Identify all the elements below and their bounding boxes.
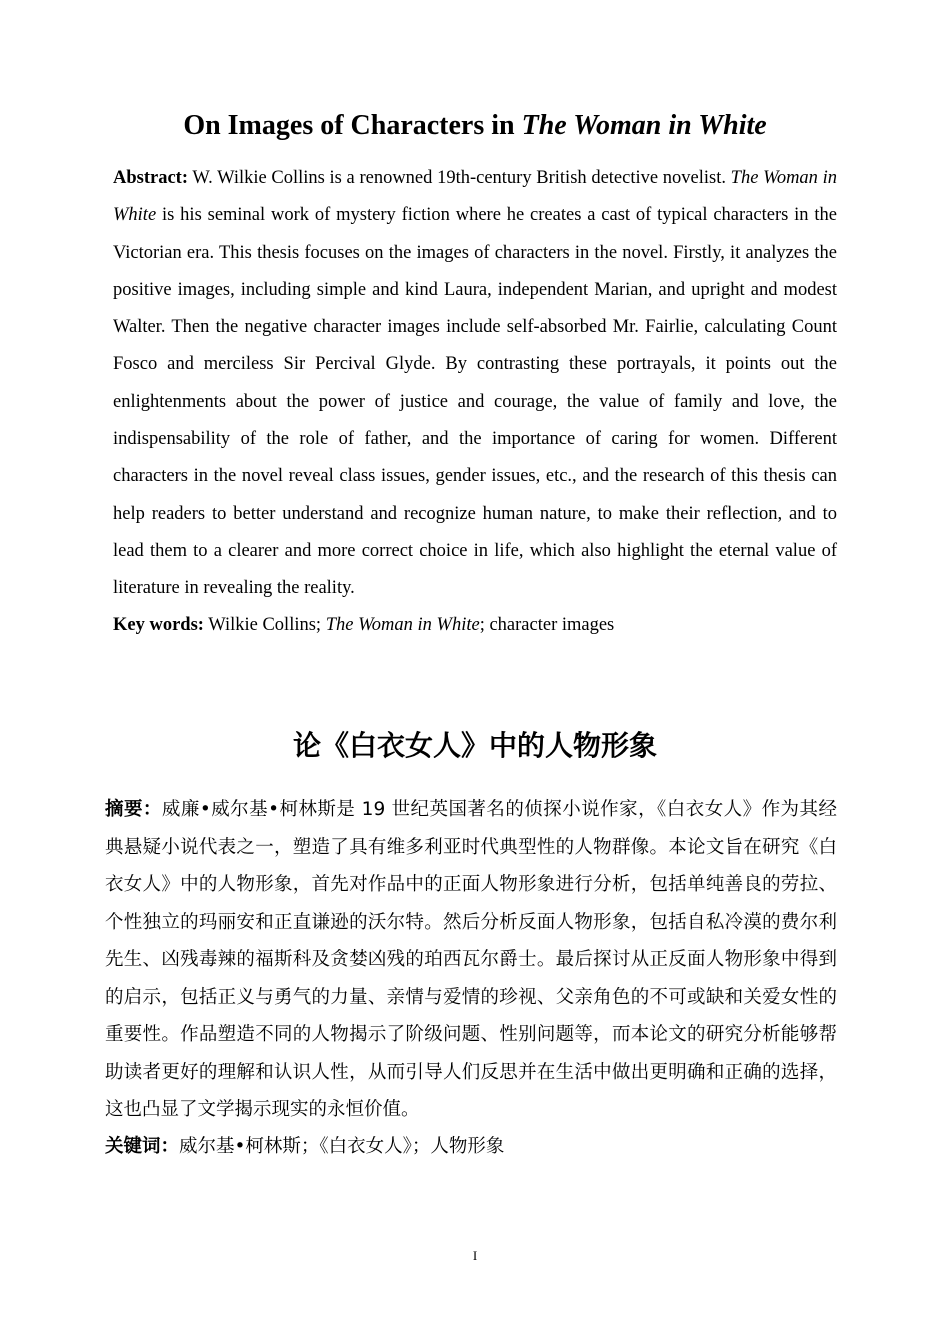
english-abstract [113,160,837,608]
chinese-abstract-paragraph [105,791,837,1129]
english-abstract-text-1: W. Wilkie Collins is a renowned 19th-century British detective novelist. [188,168,731,188]
english-abstract-book-title: The Woman in White [113,168,837,226]
english-abstract-text-2: is his seminal work of mystery fiction where he creates a cast of typical characters in the Victorian era. This thesis focuses on the images of characters in the novel. Firstly, it analyzes the positive images, including simple and kind Laura, independent Marian, and upright and modest Walter. Then the negative character images include self-absorbed Mr. Fairlie, calculating Count Fosco and merciless Sir Percival Glyde. By contrasting these portrayals, it points out the enlightenments about the power of justice and courage, the value of family and love, the indispensability of the role of father, and the importance of caring for women. Different characters in the novel reveal class issues, gender issues, etc., and the research of this thesis can help readers to better understand and recognize human nature, to make their reflection, and to lead them to a clearer and more correct choice in life, which also highlight the eternal value of literature in revealing the reality. [113,205,837,599]
english-abstract-label: Abstract: [113,168,189,188]
page-number: I [472,1248,478,1263]
english-keywords-label: Key words: [113,615,204,635]
english-abstract-paragraph [113,160,837,608]
chinese-abstract-text: 威廉•威尔基•柯林斯是 19 世纪英国著名的侦探小说作家，《白衣女人》作为其经典悬疑小说代表之一，塑造了具有维多利亚时代典型性的人物群像。本论文旨在研究《白衣女人》中的人物形象，首先对作品中的正面人物形象进行分析，包括单纯善良的劳拉、个性独立的玛丽安和正直谦逊的沃尔特。然后分析反面人物形象，包括自私冷漠的费尔利先生、凶残毒辣的福斯科及贪婪凶残的珀西瓦尔爵士。最后探讨从正反面人物形象中得到的启示，包括正义与勇气的力量、亲情与爱情的珍视、父亲角色的不可或缺和关爱女性的重要性。作品塑造不同的人物揭示了阶级问题、性别问题等，而本论文的研究分析能够帮助读者更好的理解和认识人性，从而引导人们反思并在生活中做出更明确和正确的选择，这也凸显了文学揭示现实的永恒价值。 [105,799,837,1120]
english-title-prefix: On Images of Characters in [183,110,522,141]
english-title [0,106,950,146]
english-keywords-text-1: Wilkie Collins; [203,615,326,635]
chinese-abstract [105,791,837,1129]
english-keywords-book-title: The Woman in White [325,615,480,635]
chinese-title: 论《白衣女人》中的人物形象 [292,729,657,762]
english-title-italic: The Woman in White [521,110,767,141]
chinese-keywords-text: 威尔基•柯林斯；《白衣女人》；人物形象 [179,1136,505,1157]
english-keywords [113,607,837,644]
chinese-abstract-label: 摘要： [105,799,162,820]
chinese-keywords-label: 关键词： [105,1136,180,1157]
chinese-keywords [105,1128,837,1166]
english-keywords-text-2: ; character images [479,615,615,635]
